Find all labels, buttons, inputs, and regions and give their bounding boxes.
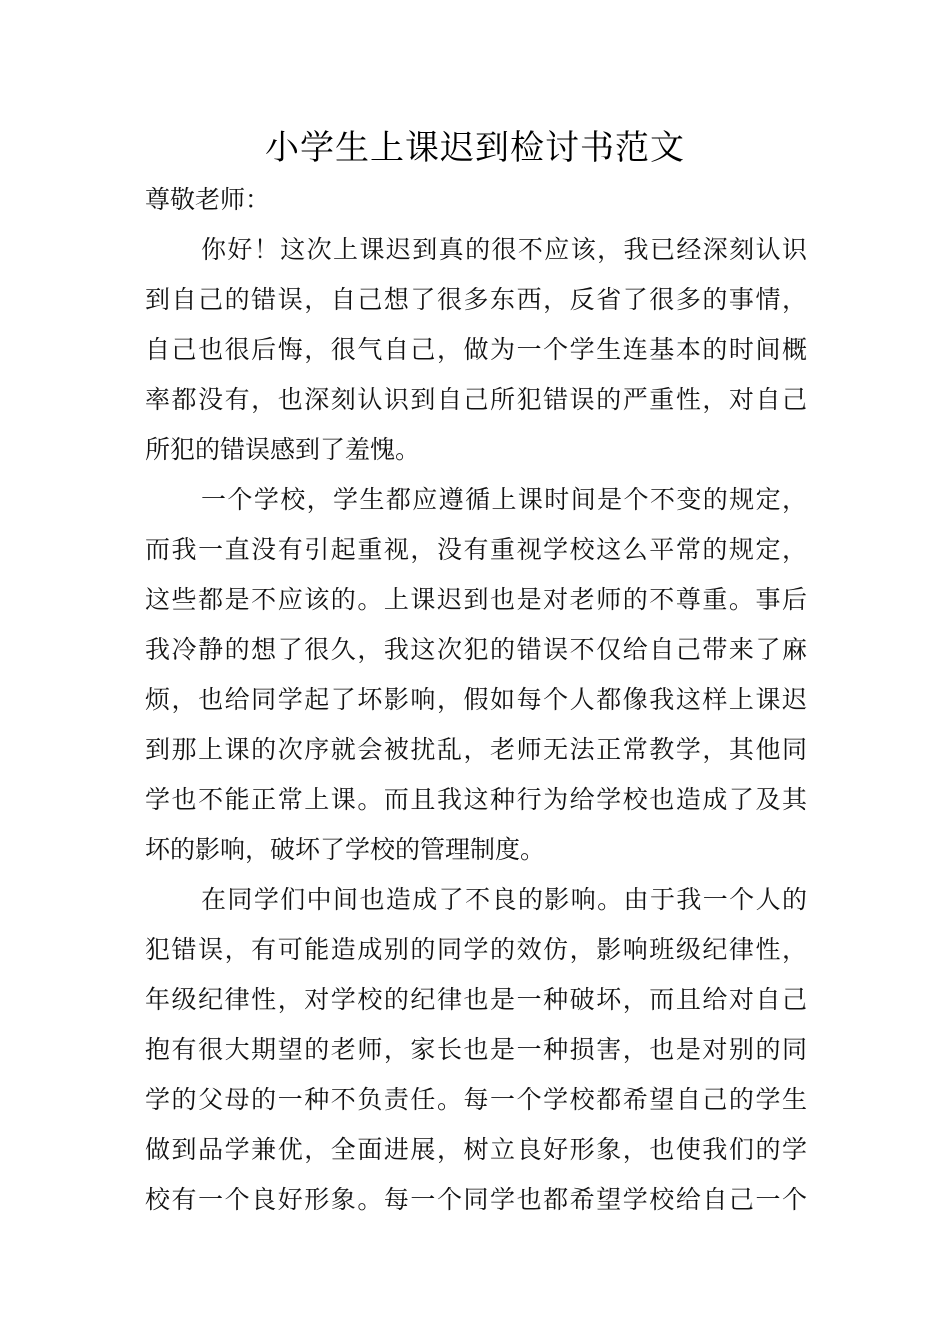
paragraph-line: 自己也很后悔，很气自己，做为一个学生连基本的时间概 (145, 335, 807, 364)
paragraph-line: 我冷静的想了很久，我这次犯的错误不仅给自己带来了麻 (145, 635, 807, 664)
paragraph-line: 学的父母的一种不负责任。每一个学校都希望自己的学生 (145, 1085, 807, 1114)
paragraph-line: 这些都是不应该的。上课迟到也是对老师的不尊重。事后 (145, 585, 807, 614)
paragraph-line: 年级纪律性，对学校的纪律也是一种破坏，而且给对自己 (145, 985, 807, 1014)
paragraph-line: 到自己的错误，自己想了很多东西，反省了很多的事情， (145, 285, 807, 314)
paragraph-line: 烦，也给同学起了坏影响，假如每个人都像我这样上课迟 (145, 685, 807, 714)
paragraph-line: 到那上课的次序就会被扰乱，老师无法正常教学，其他同 (145, 735, 807, 764)
paragraph-line: 校有一个良好形象。每一个同学也都希望学校给自己一个 (145, 1185, 807, 1214)
paragraph-line: 率都没有，也深刻认识到自己所犯错误的严重性，对自己 (145, 385, 807, 414)
paragraph-line: 而我一直没有引起重视，没有重视学校这么平常的规定， (145, 535, 807, 564)
paragraph-line: 一个学校，学生都应遵循上课时间是个不变的规定， (201, 485, 807, 514)
paragraph-line: 在同学们中间也造成了不良的影响。由于我一个人的 (201, 885, 807, 914)
document-title: 小学生上课迟到检讨书范文 (265, 128, 685, 168)
salutation: 尊敬老师： (145, 185, 271, 214)
paragraph-line: 抱有很大期望的老师，家长也是一种损害，也是对别的同 (145, 1035, 807, 1064)
paragraph-line: 所犯的错误感到了羞愧。 (145, 435, 421, 464)
paragraph-line: 学也不能正常上课。而且我这种行为给学校也造成了及其 (145, 785, 807, 814)
paragraph-line: 坏的影响，破坏了学校的管理制度。 (145, 835, 546, 864)
paragraph-line: 犯错误，有可能造成别的同学的效仿，影响班级纪律性， (145, 935, 807, 964)
paragraph-line: 做到品学兼优，全面进展，树立良好形象，也使我们的学 (145, 1135, 807, 1164)
paragraph-line: 你好！这次上课迟到真的很不应该，我已经深刻认识 (201, 235, 807, 264)
